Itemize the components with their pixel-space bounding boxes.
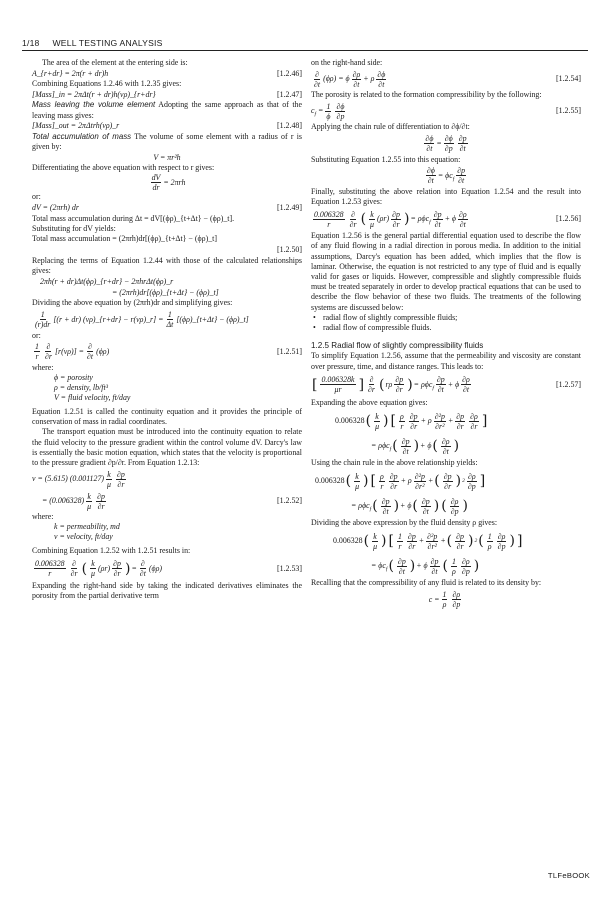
right-column [311,58,581,611]
paragraph: The area of the element at the entering side is: [42,58,188,67]
equation-expanded-2: = ρϕc$_f$ ( $\frac{\partial p}{\partial t}$ ) + ϕ ( $\frac{\partial\rho}{\partial t}$ ) [371,436,460,456]
paragraph: Total mass accumulation during Δt = dV[(ϕρ)_{t+Δt} − (ϕρ)_t]. [32,213,235,223]
paragraph-total-accumulation: Total accumulation of mass The volume of some element with a radius of r is given by: [32,131,302,152]
equation-chain-rule: $\frac{\partial\phi}{\partial t}$ = $\frac{\partial\phi}{\partial p}$ $\frac{\partial p}{\partial t}$ [425,134,467,154]
paragraph: Dividing the above expression by the fluid density ρ gives: [311,518,498,528]
run-in-heading: Mass leaving the volume element [32,100,156,110]
paragraph: Dividing the above equation by (2πrh)dr and simplifying gives: [32,298,233,308]
equation-1-2-53: $\frac{0.006328}{r}$ $\frac{\partial}{\partial r}$ ( $\frac{k}{\mu}$ (ρr) $\frac{\partial p}{\partial r}$ ) = $\frac{\partial}{\partial t}$ (ϕρ) [1.2.53] [35,559,302,579]
paragraph: Applying the chain rule of differentiation to ∂ϕ/∂t: [311,122,470,132]
equation-replaced-1: 2πh(r + dr)Δt(ϕρ)_{r+dr} − 2πhrΔt(ϕρ)_r [40,276,174,286]
or-label: or: [32,192,41,202]
systems-list [311,313,581,333]
equation-velocity-1: v = (5.615) (0.001127) $\frac{k}{\mu}$ $\frac{\partial p}{\partial r}$ [32,469,125,489]
equation-number: [1.2.55] [556,106,581,116]
footer-watermark: TLFeBOOK [547,871,590,880]
run-in-heading: Total accumulation of mass [32,131,132,141]
equation-replaced-2: = (2πrh)dr[(ϕρ)_{t+Δt} − (ϕρ)_t] [112,287,219,297]
equation-dv-dr: $\frac{dV}{dr}$ = 2πrh [151,173,186,193]
equation-1-2-46: A_{r+dr} = 2π(r + dr)h [1.2.46] [32,68,302,78]
equation-number: [1.2.49] [277,203,302,213]
where-label: where: [32,362,54,372]
paragraph: Using the chain rule in the above relationship yields: [311,458,478,468]
paragraph: Expanding the above equation gives: [311,397,428,407]
equation-chain-2: = ρϕc$_f$ ( $\frac{\partial p}{\partial t}$ ) + ϕ ( $\frac{\partial p}{\partial t}$ ) ( $\frac{\partial\rho}{\partial p}$ ) [351,496,469,516]
equation-1-2-57: [ $\frac{0.006328k}{\mu r}$ ] $\frac{\partial}{\partial r}$ ( rρ $\frac{\partial p}{\partial r}$ ) = ρϕc$_f$ $\frac{\partial p}{\partial t}$ + ϕ $\frac{\partial\rho}{\partial t}$ [1.2.57] [312,375,581,395]
equation-number: [1.2.48] [277,121,302,131]
paragraph: Combining Equation 1.2.52 with 1.2.51 results in: [32,546,191,556]
equation-number: [1.2.46] [277,68,302,78]
definitions-list: ϕ = porosity ρ = density, lb/ft³ V = fluid velocity, ft/day [54,373,131,403]
paragraph: Substituting Equation 1.2.55 into this equation: [311,154,461,164]
paragraph: Equation 1.2.51 is called the continuity equation and it provides the principle of conservation of mass in radial coordinates. [32,407,302,427]
equation-1-2-54: $\frac{\partial}{\partial t}$ (ϕρ) = ϕ $\frac{\partial\rho}{\partial t}$ + ρ $\frac{\partial\phi}{\partial t}$ [1.2.54] [314,69,581,89]
equation-substituted: $\frac{\partial\phi}{\partial t}$ = $\phi c_f$ $\frac{\partial p}{\partial t}$ [426,166,466,186]
where-label: where: [32,512,54,522]
definitions-list: k = permeability, md v = velocity, ft/day [54,522,120,542]
paragraph: Finally, substituting the above relation into Equation 1.2.54 and the result into Equation 1.2.53 gives: [311,186,581,207]
equation-1-2-56: $\frac{0.006328}{r}$ $\frac{\partial}{\partial r}$ ( $\frac{k}{\mu}$ (ρr) $\frac{\partial p}{\partial r}$ ) = ρϕc$_f$ $\frac{\partial p}{\partial t}$ + ϕ $\frac{\partial\rho}{\partial t}$ [1.2.56] [314,209,581,229]
equation-1-2-51: $\frac{1}{r}$ $\frac{\partial}{\partial r}$ [r(νρ)] = $\frac{\partial}{\partial t}$ (ϕρ) [1.2.51] [35,342,302,362]
equation-number: [1.2.54] [556,74,581,84]
equation-1-2-50: Total mass accumulation = (2πrh)dr[(ϕρ)_{t+Δt} − (ϕρ)_t] [32,234,217,244]
equation-1-2-55: $c_f$ = $\frac{1}{\phi}$ $\frac{\partial\phi}{\partial p}$ [1.2.55] [311,101,581,121]
equation-1-2-49: dV = (2πrh) dr [1.2.49] [32,203,302,213]
paragraph: Differentiating the above equation with respect to r gives: [32,163,215,173]
equation-volume: V = πr²h [153,152,181,162]
equation-divided-rho-1: 0.006328 ( $\frac{k}{\mu}$ ) [ $\frac{1}{r}$ $\frac{\partial p}{\partial r}$ + $\frac{\text{∂²p}}{\text{∂r²}}$ + ( $\frac{\partial p}{\partial r}$ ) 2 ( $\frac{1}{\rho}$ $\frac{\partial\rho}{\partial p}$ ) ] [333,531,523,551]
equation-number: [1.2.47] [277,89,302,99]
equation-1-2-50-number [32,245,302,256]
equation-expanded-1: 0.006328 ( $\frac{k}{\mu}$ ) [ $\frac{\rho}{r}$ $\frac{\partial p}{\partial r}$ + ρ $\frac{\text{∂²p}}{\text{∂r²}}$ + $\frac{\partial p}{\partial r}$ $\frac{\partial\rho}{\partial r}$ ] [335,411,488,431]
equation-1-2-48: [Mass]_out = 2πΔtrh(νρ)_r [1.2.48] [32,121,302,131]
paragraph: To simplify Equation 1.2.56, assume that the permeability and viscosity are constant over pressure, time, and distance ranges. This leads to: [311,351,581,371]
left-column [32,58,302,601]
header-rule [22,50,588,51]
or-label: or: [32,330,41,340]
paragraph: Replacing the terms of Equation 1.2.44 with those of the calculated relationships gives: [32,256,302,276]
equation-divided: $\frac{1}{(r)dr}$ [(r + dr) (νρ)_{r+dr} − r(νρ)_r] = $\frac{1}{\Delta t}$ [(ϕρ)_{t+Δt} − (ϕρ)_t] [35,310,249,330]
equation-1-2-47: [Mass]_in = 2πΔt(r + dr)h(νρ)_{r+dr} [1.2.47] [32,89,302,99]
equation-number: [1.2.52] [277,496,302,506]
equation-number: [1.2.51] [277,346,302,356]
page-number: 1/18 [22,38,40,48]
equation-number: [1.2.50] [277,245,302,255]
list-item: • radial flow of compressible fluids. [311,323,581,333]
paragraph: The porosity is related to the formation compressibility by the following: [311,90,542,100]
running-header [22,38,588,48]
equation-number: [1.2.56] [556,214,581,224]
paragraph: The transport equation must be introduced into the continuity equation to relate the fluid velocity to the pressure gradient within the control volume dV. Darcy's law is essentially the basic motion equation, which states that the velocity is proportional to the pressure gradient ∂p/∂r. From Equation 1.2.13: [32,427,302,468]
list-item: • radial flow of slightly compressible fluids; [311,313,581,323]
paragraph: Equation 1.2.56 is the general partial differential equation used to describe the flow of any fluid flowing in a radial direction in porous media. In addition to the initial assumptions, Darcy's equation has been added, which implies that the flow is laminar. Otherwise, the equation is not restricted to any type of fluid and is equally valid for gases or liquids. However, compressible and slightly compressible fluids must be treated separately in order to develop practical equations that can be used to describe the flow behavior of these two fluids. The treatments of the following systems are discussed below: [311,231,581,312]
paragraph: Substituting for dV yields: [32,223,116,233]
equation-number: [1.2.57] [556,379,581,389]
paragraph: on the right-hand side: [311,58,383,67]
equation-chain-1: 0.006328 ( $\frac{k}{\mu}$ ) [ $\frac{\rho}{r}$ $\frac{\partial p}{\partial r}$ + ρ $\frac{\text{∂²p}}{\text{∂r²}}$ + ( $\frac{\partial p}{\partial r}$ ) 2 $\frac{\partial\rho}{\partial p}$ ] [315,471,486,491]
paragraph: Expanding the right-hand side by taking the indicated derivatives eliminates the porosity from the partial derivative term [32,580,302,600]
paragraph: Recalling that the compressibility of any fluid is related to its density by: [311,578,542,588]
section-heading: 1.2.5 Radial flow of slightly compressibility fluids [311,341,484,351]
equation-divided-rho-2: = $\phi c_f$ ( $\frac{\partial p}{\partial t}$ ) + ϕ $\frac{\partial p}{\partial t}$ ( $\frac{1}{\rho}$ $\frac{\partial\rho}{\partial p}$ ) [371,556,480,576]
running-title: WELL TESTING ANALYSIS [52,38,163,48]
paragraph: Combining Equations 1.2.46 with 1.2.35 gives: [32,79,182,89]
equation-compressibility: c = $\frac{1}{\rho}$ $\frac{\partial\rho}{\partial p}$ [428,590,461,610]
paragraph-mass-leaving: Mass leaving the volume element Adopting the same approach as that of the leaving mass gives: [32,100,302,120]
equation-1-2-52: = (0.006328) $\frac{k}{\mu}$ $\frac{\partial p}{\partial r}$ [1.2.52] [42,491,302,511]
equation-number: [1.2.53] [277,563,302,573]
